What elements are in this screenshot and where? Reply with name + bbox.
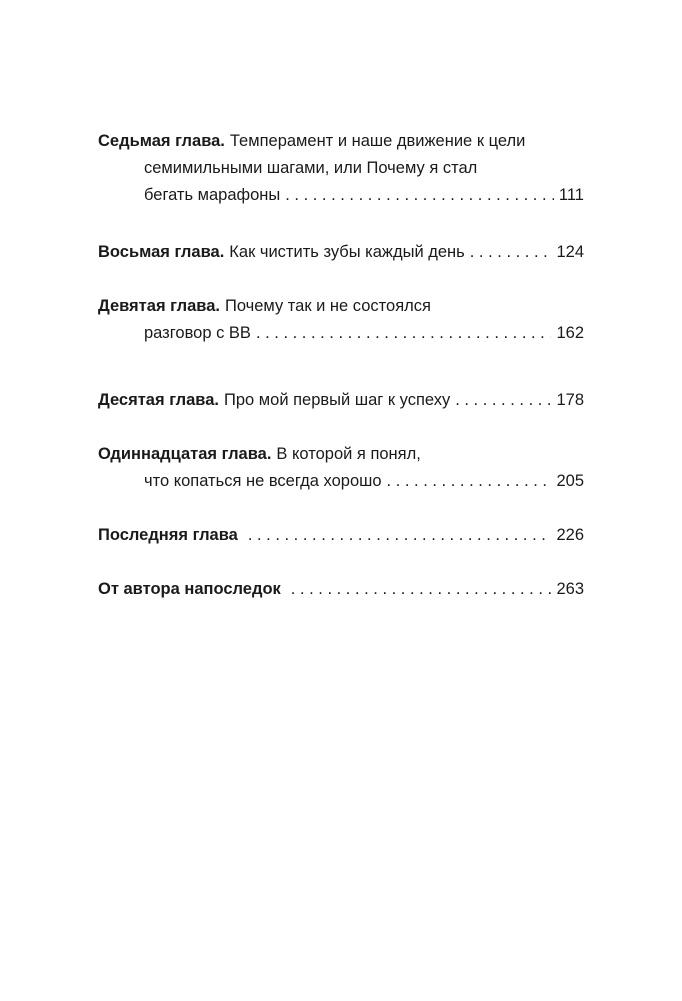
- page-number: 111: [558, 186, 584, 204]
- table-of-contents: [98, 128, 584, 603]
- chapter-title-continued: что копаться не всегда хорошо: [144, 472, 382, 490]
- toc-entry-line: [98, 128, 584, 155]
- page-number: 124: [556, 243, 584, 261]
- chapter-title: Про мой первый шаг к успеху: [224, 391, 451, 409]
- dot-leader: [285, 182, 554, 209]
- chapter-prefix: Десятая глава.: [98, 391, 219, 409]
- chapter-prefix: Седьмая глава.: [98, 132, 225, 150]
- chapter-prefix: Одиннадцатая глава.: [98, 445, 272, 463]
- page-number: 178: [556, 391, 584, 409]
- chapter-prefix: Последняя глава: [98, 526, 238, 544]
- toc-entry: [98, 522, 584, 549]
- toc-entry: [98, 441, 584, 495]
- toc-entry: [98, 128, 584, 209]
- toc-entry-line: [98, 182, 584, 209]
- dot-leader: [256, 320, 552, 347]
- chapter-title-continued: бегать марафоны: [144, 186, 281, 204]
- dot-leader: [387, 468, 552, 495]
- dot-leader: [470, 239, 552, 266]
- chapter-prefix: Восьмая глава.: [98, 243, 225, 261]
- toc-entry-line: [98, 468, 584, 495]
- toc-entry-line: [98, 155, 584, 182]
- toc-entry-line: [98, 522, 584, 549]
- page-number: 162: [556, 324, 584, 342]
- chapter-title: Почему так и не состоялся: [224, 297, 431, 315]
- toc-entry-line: [98, 441, 584, 468]
- dot-leader: [455, 387, 551, 414]
- toc-entry-line: [98, 239, 584, 266]
- dot-leader: [248, 522, 552, 549]
- chapter-title-continued: разговор с ВВ: [144, 324, 251, 342]
- toc-entry: [98, 576, 584, 603]
- chapter-title: В которой я понял,: [276, 445, 421, 463]
- dot-leader: [291, 576, 552, 603]
- page-number: 205: [556, 472, 584, 490]
- page-number: 263: [556, 580, 584, 598]
- toc-entry-line: [98, 320, 584, 347]
- toc-entry: [98, 387, 584, 414]
- chapter-title: Как чистить зубы каждый день: [229, 243, 465, 261]
- chapter-prefix: Девятая глава.: [98, 297, 220, 315]
- toc-entry: [98, 239, 584, 266]
- toc-entry-line: [98, 387, 584, 414]
- toc-entry-line: [98, 293, 584, 320]
- chapter-title: Темперамент и наше движение к цели: [229, 132, 526, 150]
- chapter-title-continued: семимильными шагами, или Почему я стал: [144, 159, 478, 177]
- page-number: 226: [556, 526, 584, 544]
- toc-entry-line: [98, 576, 584, 603]
- toc-entry: [98, 293, 584, 347]
- chapter-prefix: От автора напоследок: [98, 580, 281, 598]
